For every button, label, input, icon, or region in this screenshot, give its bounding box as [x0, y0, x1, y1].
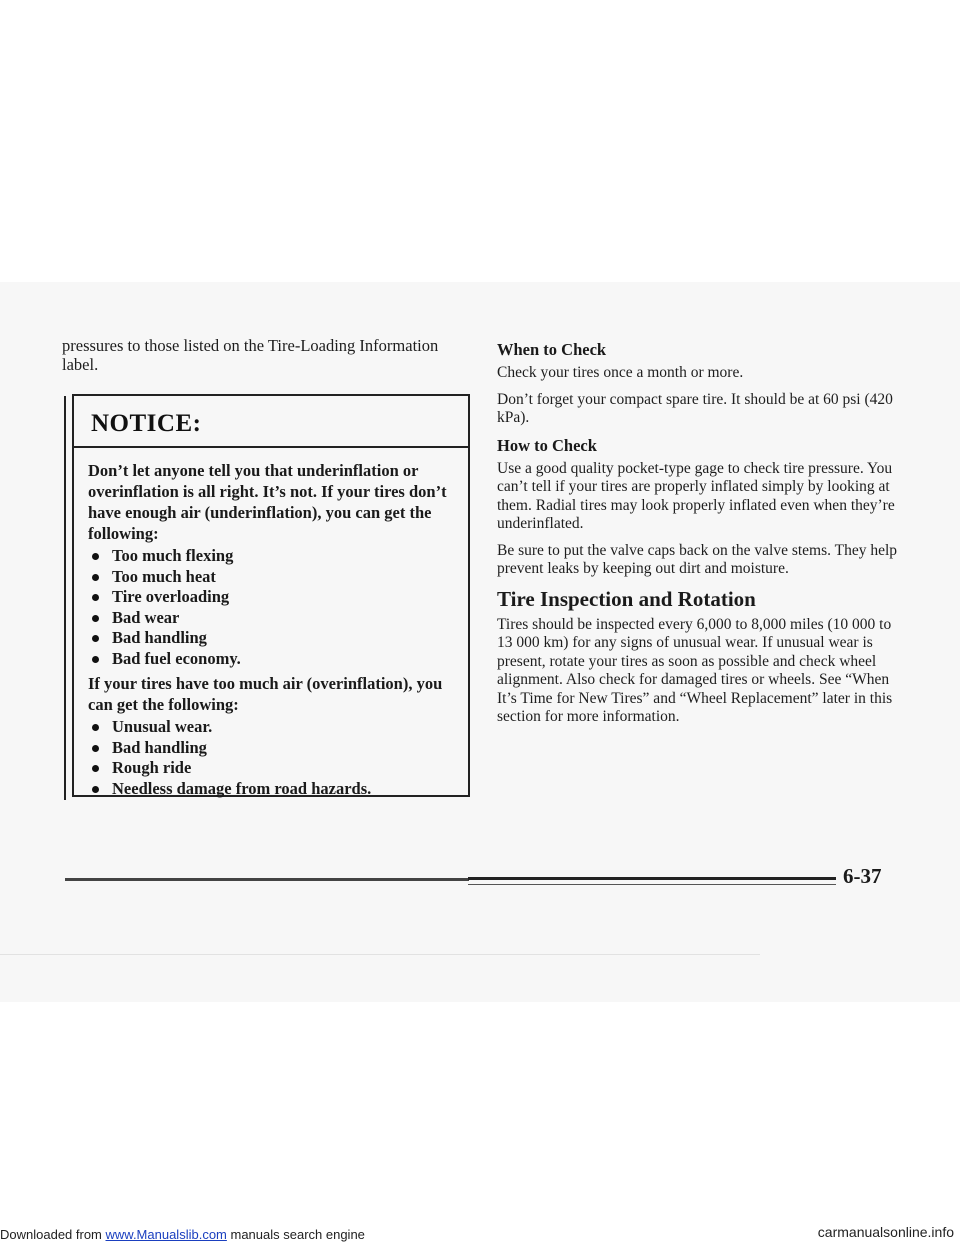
footer-suffix: manuals search engine — [226, 1227, 365, 1242]
list-item: Tire overloading — [88, 587, 454, 608]
notice-body — [74, 448, 468, 799]
left-column — [62, 336, 462, 374]
footer-rule-thin — [468, 884, 836, 885]
bullet-icon — [92, 656, 99, 663]
intro-text: pressures to those listed on the Tire-Loading Information label. — [62, 336, 439, 374]
notice-paragraph-1: Don’t let anyone tell you that underinflation or overinflation is all right. It’s not. If your tires don’t have enough air (underinflation), you can get the following: — [88, 461, 447, 543]
bullet-icon — [92, 724, 99, 731]
how-paragraph-1: Use a good quality pocket-type gage to check tire pressure. You can’t tell if your tires are properly inflated simply by looking at them. Radial tires may look properly inflated even when they’re underinflated. — [497, 459, 895, 532]
list-item: Bad wear — [88, 608, 454, 629]
when-paragraph-2: Don’t forget your compact spare tire. It should be at 60 psi (420 kPa). — [497, 390, 893, 426]
notice-left-border — [64, 396, 66, 800]
bullet-icon — [92, 594, 99, 601]
list-item: Bad handling — [88, 738, 454, 759]
section-heading: Tire Inspection and Rotation — [497, 586, 756, 611]
notice-title: NOTICE: — [91, 410, 202, 437]
download-footer — [0, 1227, 365, 1242]
list-item: Bad fuel economy. — [88, 649, 454, 670]
how-to-check-heading: How to Check — [497, 435, 597, 455]
manualslib-link[interactable]: www.Manualslib.com — [105, 1227, 227, 1242]
bullet-icon — [92, 615, 99, 622]
bullet-icon — [92, 574, 99, 581]
list-item: Needless damage from road hazards. — [88, 779, 454, 800]
bullet-icon — [92, 765, 99, 772]
bullet-icon — [92, 635, 99, 642]
notice-box — [72, 394, 470, 797]
when-to-check-heading: When to Check — [497, 340, 607, 359]
footer-rule-left — [65, 878, 469, 881]
overinflation-list — [88, 717, 454, 799]
bullet-icon — [92, 553, 99, 560]
bullet-icon — [92, 745, 99, 752]
list-item: Unusual wear. — [88, 717, 454, 738]
list-item: Bad handling — [88, 628, 454, 649]
watermark-text: carmanualsonline.info — [817, 1224, 954, 1240]
right-column — [497, 340, 907, 735]
section-paragraph: Tires should be inspected every 6,000 to 8,000 miles (10 000 to 13 000 km) for any signs of unusual wear. If unusual wear is present, rotate your tires as soon as possible and check wheel alignment. Also check for damaged tires or wheels. See “When It’s Time for New Tires” and “Wheel Replacement” later in this section for more information. — [497, 615, 893, 725]
notice-paragraph-2: If your tires have too much air (overinflation), you can get the following: — [88, 674, 443, 714]
page-number: 6-37 — [843, 864, 882, 888]
list-item: Too much heat — [88, 567, 454, 588]
underinflation-list — [88, 546, 454, 669]
footer-rule-thick — [468, 877, 836, 880]
divider — [0, 954, 760, 955]
bullet-icon — [92, 786, 99, 793]
list-item: Rough ride — [88, 758, 454, 779]
list-item: Too much flexing — [88, 546, 454, 567]
notice-header — [74, 396, 468, 448]
how-paragraph-2: Be sure to put the valve caps back on the valve stems. They help prevent leaks by keeping out dirt and moisture. — [497, 541, 898, 577]
when-paragraph-1: Check your tires once a month or more. — [497, 364, 744, 381]
footer-prefix: Downloaded from — [0, 1227, 106, 1242]
